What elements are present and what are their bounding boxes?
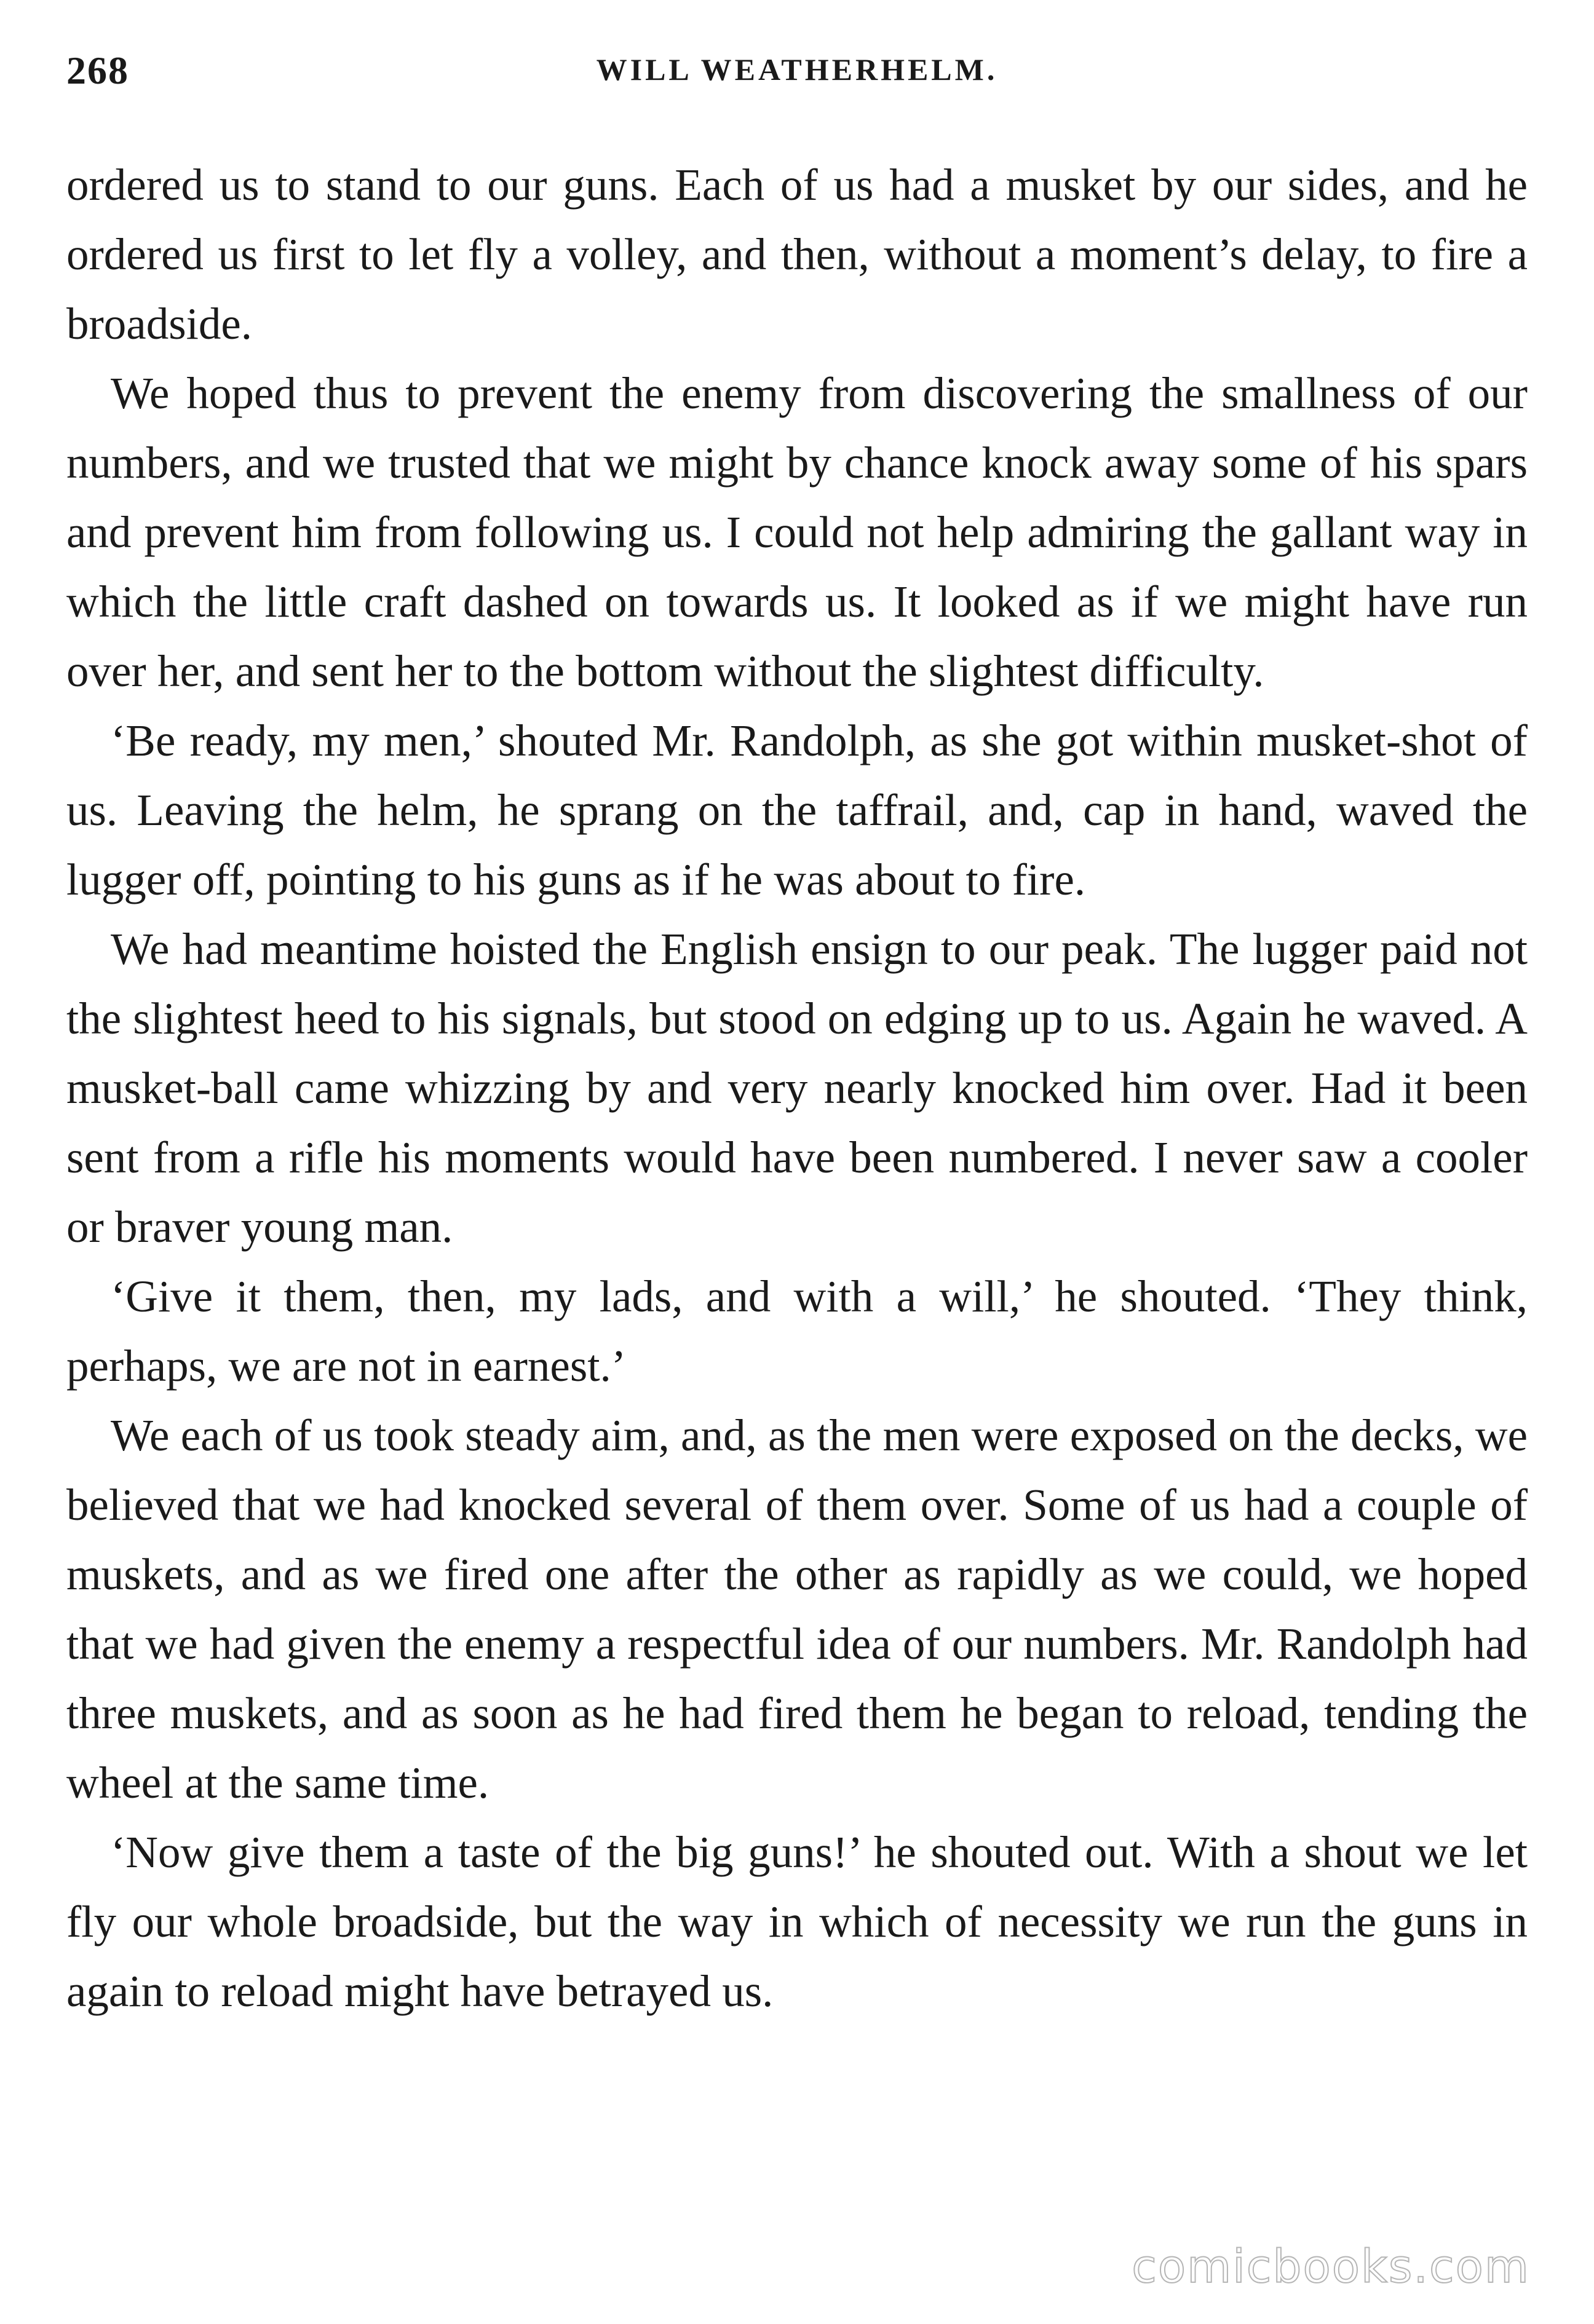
watermark: comicbooks.com	[1132, 2240, 1530, 2293]
paragraph: ‘Be ready, my men,’ shouted Mr. Randolph, as she got within musket-shot of us. Leaving the helm, he sprang on the taffrail, and, cap in hand, waved the lugger off, pointing to his guns as if he was about to fire.	[66, 716, 1528, 904]
body-text	[66, 150, 1528, 2026]
running-title: WILL WEATHERHELM.	[596, 52, 998, 87]
page-header	[66, 48, 1528, 109]
paragraph: We each of us took steady aim, and, as the men were exposed on the decks, we believed that we had knocked several of them over. Some of us had a couple of muskets, and as we fired one after the other as rapidly as we could, we hoped that we had given the enemy a respectful idea of our numbers. Mr. Randolph had three muskets, and as soon as he had fired them he began to reload, tending the wheel at the same time.	[66, 1410, 1528, 1808]
paragraph: We had meantime hoisted the English ensign to our peak. The lugger paid not the slightest heed to his signals, but stood on edging up to us. Again he waved. A musket-ball came whizzing by and very nearly knocked him over. Had it been sent from a rifle his moments would have been numbered. I never saw a cooler or braver young man.	[66, 924, 1528, 1252]
paragraph: ‘Now give them a taste of the big guns!’ he shouted out. With a shout we let fly our whole broadside, but the way in which of necessity we run the guns in again to reload might have betrayed us.	[66, 1827, 1528, 2016]
page-number: 268	[66, 49, 129, 92]
paragraph: We hoped thus to prevent the enemy from discovering the smallness of our numbers, and we trusted that we might by chance knock away some of his spars and prevent him from following us. I could not help admiring the gallant way in which the little craft dashed on towards us. It looked as if we might have run over her, and sent her to the bottom without the slightest difficulty.	[66, 368, 1528, 696]
paragraph: ‘Give it them, then, my lads, and with a will,’ he shouted. ‘They think, perhaps, we are not in earnest.’	[66, 1271, 1528, 1391]
paragraph: ordered us to stand to our guns. Each of us had a musket by our sides, and he ordered us first to let fly a volley, and then, without a moment’s delay, to fire a broadside.	[66, 160, 1528, 349]
